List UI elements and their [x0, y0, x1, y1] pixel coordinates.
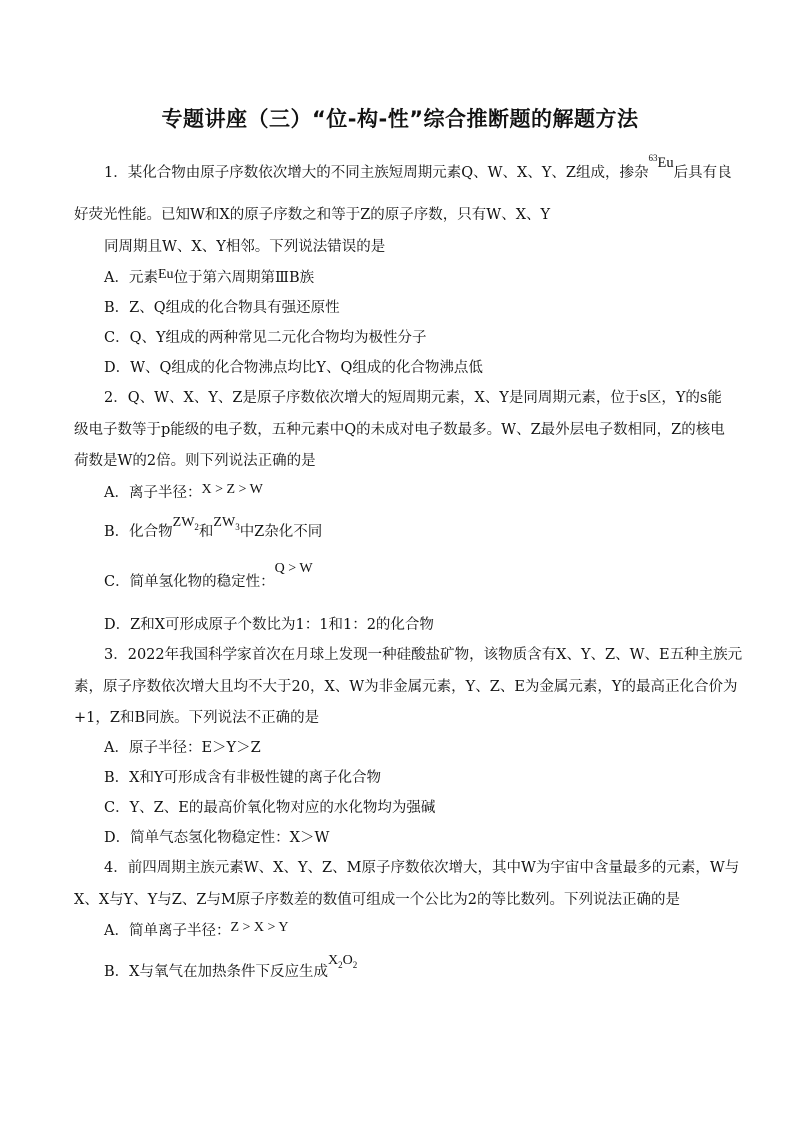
q4-formula-x-sub: 2: [338, 959, 343, 970]
q4-option-a-formula: Z > X > Y: [230, 920, 289, 935]
q1-isotope-symbol: Eu: [657, 155, 674, 171]
q2-option-b: [104, 515, 323, 543]
q3-option-d: D．简单气态氢化物稳定性：X＞W: [104, 830, 330, 846]
q2-option-b-text-b: 中Z杂化不同: [239, 524, 323, 540]
q1-option-b: B．Z、Q组成的化合物具有强还原性: [104, 300, 340, 316]
q1-text-b: 后具有良: [673, 165, 732, 181]
q4-option-b: [104, 953, 358, 983]
q4-line-2: X、X与Y、Y与Z、Z与M原子序数差的数值可组成一个公比为2的等比数列。下列说法正确的是: [74, 892, 681, 908]
q1-isotope: [648, 155, 673, 171]
q3-line-2: 素，原子序数依次增大且均不大于20，X、W为非金属元素，Y、Z、E为金属元素，Y的最高正化合价为: [74, 679, 738, 695]
q3-option-b: B．X和Y可形成含有非极性键的离子化合物: [104, 770, 382, 786]
q3-option-a: A．原子半径：E＞Y＞Z: [104, 740, 261, 756]
q2-line-2: 级电子数等于p能级的电子数，五种元素中Q的未成对电子数最多。W、Z最外层电子数相同，Z的核电: [74, 422, 725, 438]
q2-option-a: [104, 483, 263, 504]
q4-option-a-text: A．简单离子半径：: [104, 923, 231, 939]
q2-option-b-and: 和: [198, 524, 214, 540]
q4-option-b-formula: [328, 953, 357, 968]
q2-line-3: 荷数是W的2倍。则下列说法正确的是: [74, 453, 316, 469]
q2-option-b-formula-1: [173, 515, 199, 530]
q2-option-a-text: A．离子半径：: [104, 485, 202, 501]
q1-line-1: [104, 153, 732, 183]
q1-option-c: C．Q、Y组成的两种常见二元化合物均为极性分子: [104, 330, 427, 346]
q1-option-a-symbol: Eu: [157, 267, 174, 282]
q2-option-c-formula: Q > W: [274, 561, 313, 576]
q4-line-1: 4．前四周期主族元素W、X、Y、Z、M原子序数依次增大，其中W为宇宙中含量最多的元素，W与: [104, 860, 740, 876]
q2-option-b-formula-2: [213, 515, 239, 530]
q2-formula-2-main: ZW: [213, 515, 236, 530]
page-title: 专题讲座（三）“位-构-性”综合推断题的解题方法: [161, 107, 639, 131]
q4-formula-o: O: [342, 953, 353, 968]
q3-line-1: 3．2022年我国科学家首次在月球上发现一种硅酸盐矿物，该物质含有X、Y、Z、W、E五种主族元: [104, 647, 743, 663]
q2-formula-2-sub: 3: [235, 521, 240, 532]
q4-option-a: [104, 921, 289, 942]
q1-isotope-z: 63: [648, 153, 658, 164]
q3-option-c: C．Y、Z、E的最高价氧化物对应的水化物均为强碱: [104, 800, 436, 816]
q4-formula-x: X: [327, 953, 339, 968]
q1-line-3: 同周期且W、X、Y相邻。下列说法错误的是: [104, 239, 386, 255]
q1-option-a-text-b: 位于第六周期第ⅢB族: [173, 270, 315, 286]
q1-option-a-text: A．元素: [104, 270, 158, 286]
q2-line-1: 2．Q、W、X、Y、Z是原子序数依次增大的短周期元素，X、Y是同周期元素，位于s区，Y的s能: [104, 390, 722, 406]
q3-line-3: +1，Z和B同族。下列说法不正确的是: [74, 710, 320, 726]
q2-option-b-text: B．化合物: [104, 524, 173, 540]
q4-formula-o-sub: 2: [352, 959, 358, 970]
q4-option-b-text: B．X与氧气在加热条件下反应生成: [104, 964, 328, 980]
q1-text-a: 1．某化合物由原子序数依次增大的不同主族短周期元素Q、W、X、Y、Z组成，掺杂: [104, 165, 649, 181]
q2-option-d: D．Z和X可形成原子个数比为1：1和1：2的化合物: [104, 617, 434, 633]
q2-option-c: [104, 561, 313, 593]
q1-option-a: [104, 268, 314, 289]
q2-formula-1-sub: 2: [194, 521, 199, 532]
q2-option-a-formula: X > Z > W: [201, 482, 263, 497]
q1-option-d: D．W、Q组成的化合物沸点均比Y、Q组成的化合物沸点低: [104, 360, 483, 376]
q1-line-2: 好荧光性能。已知W和X的原子序数之和等于Z的原子序数，只有W、X、Y: [74, 207, 551, 223]
q2-option-c-text: C．简单氢化物的稳定性：: [104, 574, 275, 590]
q2-formula-1-main: ZW: [172, 515, 195, 530]
